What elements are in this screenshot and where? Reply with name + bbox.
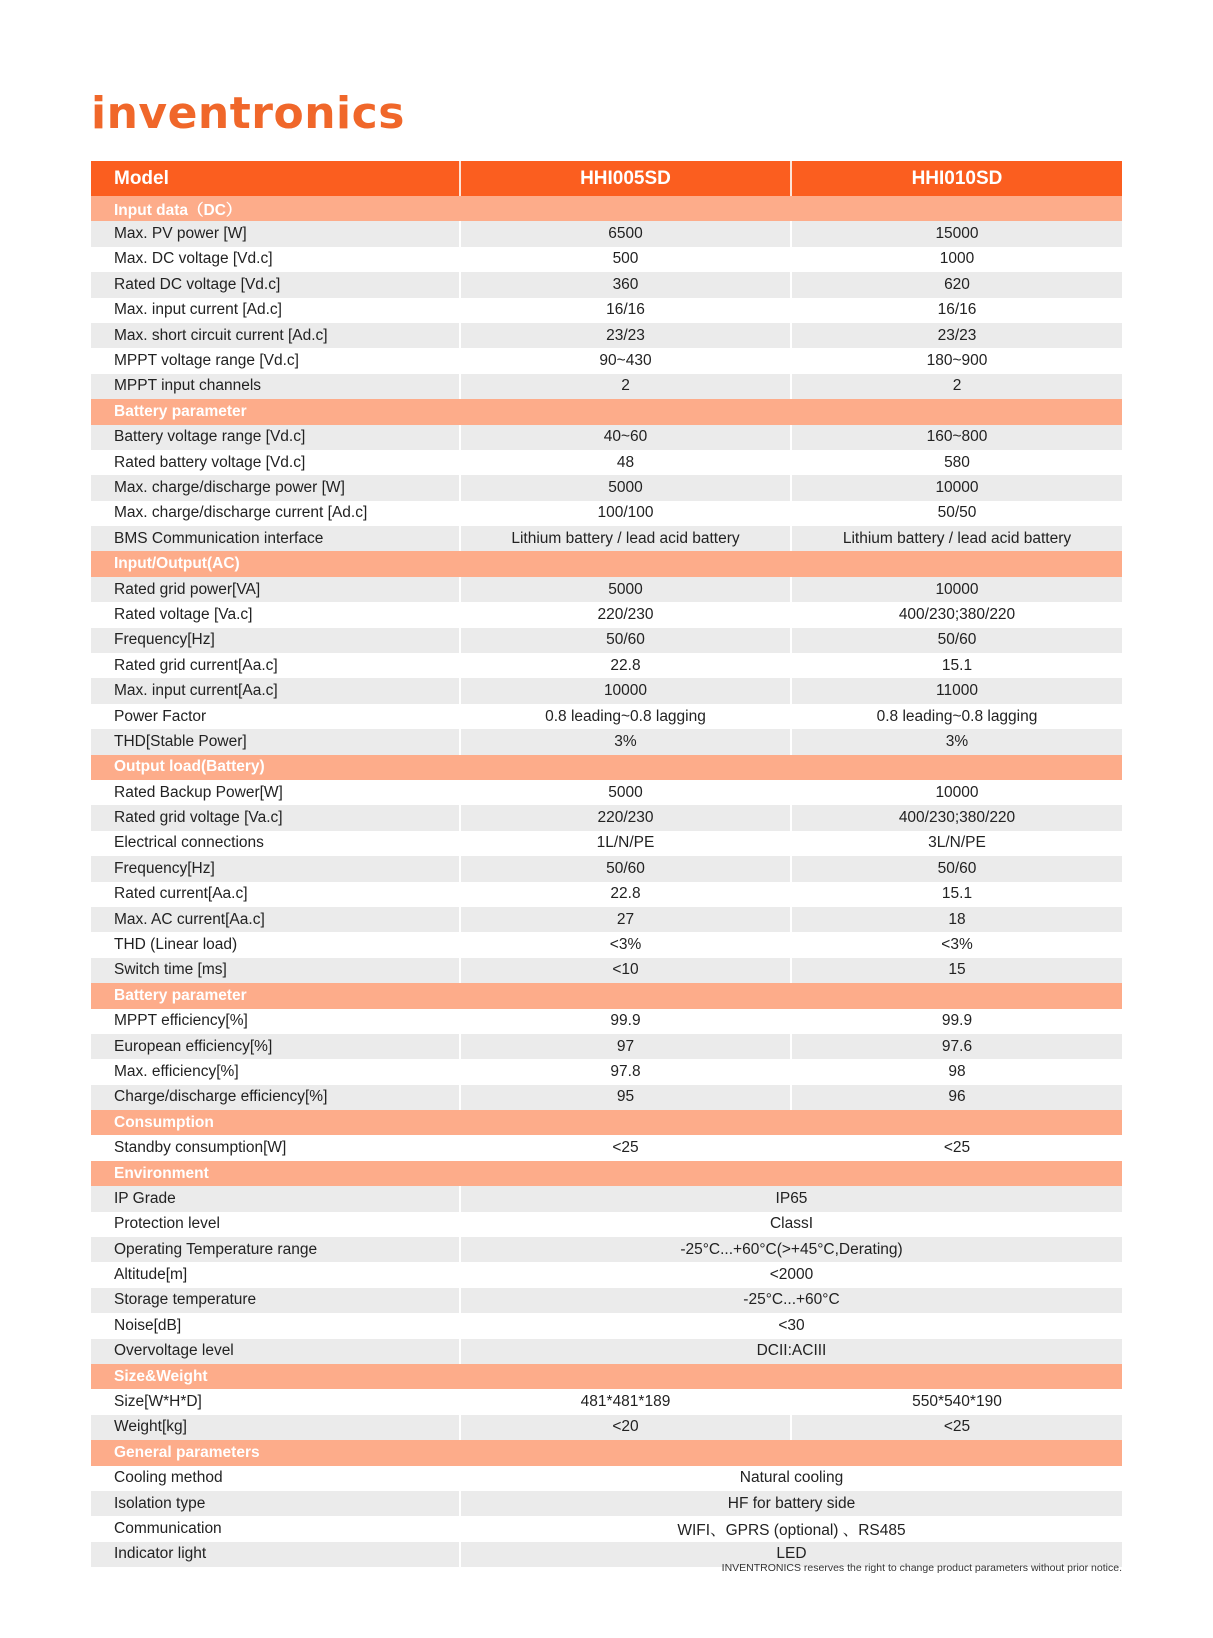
shared-value: WIFI、GPRS (optional) 、RS485 — [460, 1516, 1122, 1541]
hhi005sd-value: 6500 — [460, 221, 791, 246]
hhi010sd-value: 620 — [791, 272, 1122, 297]
hhi005sd-value: 5000 — [460, 475, 791, 500]
parameter-label: Rated voltage [Va.c] — [91, 602, 460, 627]
section-header-row — [91, 1440, 1122, 1465]
hhi010sd-value: 50/60 — [791, 628, 1122, 653]
parameter-label: Frequency[Hz] — [91, 628, 460, 653]
hhi005sd-value: 50/60 — [460, 628, 791, 653]
hhi010sd-value: 96 — [791, 1085, 1122, 1110]
table-row — [91, 958, 1122, 983]
hhi010sd-value: <25 — [791, 1135, 1122, 1160]
parameter-label: BMS Communication interface — [91, 526, 460, 551]
parameter-label: Max. input current[Aa.c] — [91, 678, 460, 703]
hhi010sd-value: 580 — [791, 450, 1122, 475]
section-title: Input data（DC） — [91, 196, 1122, 221]
inventronics-logo: inventronics — [91, 88, 405, 139]
parameter-label: Rated DC voltage [Vd.c] — [91, 272, 460, 297]
section-title: Size&Weight — [91, 1364, 1122, 1389]
parameter-label: Max. efficiency[%] — [91, 1059, 460, 1084]
table-row — [91, 526, 1122, 551]
section-header-row — [91, 551, 1122, 576]
table-row — [91, 348, 1122, 373]
table-row — [91, 1059, 1122, 1084]
hhi005sd-value: Lithium battery / lead acid battery — [460, 526, 791, 551]
hhi010sd-value: 15.1 — [791, 882, 1122, 907]
hhi005sd-value: 3% — [460, 729, 791, 754]
hhi005sd-value: 16/16 — [460, 298, 791, 323]
table-row — [91, 704, 1122, 729]
section-title: Input/Output(AC) — [91, 551, 1122, 576]
table-row — [91, 882, 1122, 907]
hhi005sd-value: 97.8 — [460, 1059, 791, 1084]
parameter-label: Power Factor — [91, 704, 460, 729]
parameter-label: Rated battery voltage [Vd.c] — [91, 450, 460, 475]
parameter-label: Rated grid current[Aa.c] — [91, 653, 460, 678]
hhi010sd-value: 18 — [791, 907, 1122, 932]
parameter-label: THD (Linear load) — [91, 932, 460, 957]
table-row — [91, 1466, 1122, 1491]
parameter-label: Max. charge/discharge current [Ad.c] — [91, 501, 460, 526]
hhi005sd-value: 100/100 — [460, 501, 791, 526]
parameter-label: Max. PV power [W] — [91, 221, 460, 246]
table-row — [91, 1415, 1122, 1440]
table-row — [91, 501, 1122, 526]
parameter-label: Battery voltage range [Vd.c] — [91, 425, 460, 450]
hhi010sd-value: 15.1 — [791, 653, 1122, 678]
model-header-label: Model — [91, 161, 460, 196]
parameter-label: Noise[dB] — [91, 1313, 460, 1338]
table-row — [91, 475, 1122, 500]
hhi005sd-value: 0.8 leading~0.8 lagging — [460, 704, 791, 729]
hhi010sd-value: 50/50 — [791, 501, 1122, 526]
hhi005sd-value: 48 — [460, 450, 791, 475]
table-row — [91, 221, 1122, 246]
table-row — [91, 1135, 1122, 1160]
hhi005sd-value: 23/23 — [460, 323, 791, 348]
table-row — [91, 1237, 1122, 1262]
parameter-label: Max. charge/discharge power [W] — [91, 475, 460, 500]
hhi005sd-value: 22.8 — [460, 653, 791, 678]
table-row — [91, 831, 1122, 856]
hhi005sd-value: 500 — [460, 247, 791, 272]
hhi010sd-value: 2 — [791, 374, 1122, 399]
table-row — [91, 450, 1122, 475]
section-title: General parameters — [91, 1440, 1122, 1465]
parameter-label: Rated Backup Power[W] — [91, 780, 460, 805]
hhi010sd-value: 400/230;380/220 — [791, 805, 1122, 830]
hhi010sd-value: 99.9 — [791, 1009, 1122, 1034]
parameter-label: MPPT efficiency[%] — [91, 1009, 460, 1034]
hhi010sd-value: 10000 — [791, 780, 1122, 805]
section-header-row — [91, 755, 1122, 780]
section-title: Output load(Battery) — [91, 755, 1122, 780]
hhi010sd-value: 98 — [791, 1059, 1122, 1084]
parameter-label: Max. short circuit current [Ad.c] — [91, 323, 460, 348]
table-row — [91, 1034, 1122, 1059]
hhi005sd-value: <20 — [460, 1415, 791, 1440]
table-row — [91, 1009, 1122, 1034]
section-header-row — [91, 1161, 1122, 1186]
disclaimer-notice: INVENTRONICS reserves the right to change product parameters without prior notice. — [721, 1562, 1122, 1574]
model-hhi005sd-header: HHI005SD — [460, 161, 791, 196]
hhi010sd-value: <3% — [791, 932, 1122, 957]
parameter-label: IP Grade — [91, 1186, 460, 1211]
shared-value: IP65 — [460, 1186, 1122, 1211]
section-header-row — [91, 1364, 1122, 1389]
hhi005sd-value: 99.9 — [460, 1009, 791, 1034]
hhi010sd-value: 23/23 — [791, 323, 1122, 348]
table-row — [91, 374, 1122, 399]
parameter-label: Size[W*H*D] — [91, 1389, 460, 1414]
hhi010sd-value: 97.6 — [791, 1034, 1122, 1059]
hhi010sd-value: 15 — [791, 958, 1122, 983]
hhi010sd-value: 10000 — [791, 577, 1122, 602]
hhi010sd-value: 3% — [791, 729, 1122, 754]
table-row — [91, 1186, 1122, 1211]
table-row — [91, 856, 1122, 881]
shared-value: <2000 — [460, 1262, 1122, 1287]
hhi005sd-value: 5000 — [460, 780, 791, 805]
hhi010sd-value: 400/230;380/220 — [791, 602, 1122, 627]
hhi005sd-value: <10 — [460, 958, 791, 983]
hhi010sd-value: 3L/N/PE — [791, 831, 1122, 856]
hhi010sd-value: 15000 — [791, 221, 1122, 246]
table-row — [91, 1516, 1122, 1541]
parameter-label: Electrical connections — [91, 831, 460, 856]
table-row — [91, 907, 1122, 932]
parameter-label: Storage temperature — [91, 1288, 460, 1313]
hhi005sd-value: 10000 — [460, 678, 791, 703]
hhi005sd-value: 90~430 — [460, 348, 791, 373]
table-row — [91, 1313, 1122, 1338]
table-row — [91, 602, 1122, 627]
section-title: Battery parameter — [91, 983, 1122, 1008]
hhi010sd-value: 10000 — [791, 475, 1122, 500]
hhi005sd-value: 360 — [460, 272, 791, 297]
table-row — [91, 323, 1122, 348]
parameter-label: MPPT input channels — [91, 374, 460, 399]
hhi005sd-value: 50/60 — [460, 856, 791, 881]
parameter-label: Cooling method — [91, 1466, 460, 1491]
hhi005sd-value: 220/230 — [460, 805, 791, 830]
shared-value: ClassI — [460, 1212, 1122, 1237]
shared-value: HF for battery side — [460, 1491, 1122, 1516]
shared-value: DCII:ACIII — [460, 1339, 1122, 1364]
table-row — [91, 1212, 1122, 1237]
parameter-label: THD[Stable Power] — [91, 729, 460, 754]
table-row — [91, 298, 1122, 323]
hhi005sd-value: 97 — [460, 1034, 791, 1059]
hhi005sd-value: 95 — [460, 1085, 791, 1110]
parameter-label: Indicator light — [91, 1542, 460, 1567]
hhi010sd-value: 16/16 — [791, 298, 1122, 323]
shared-value: <30 — [460, 1313, 1122, 1338]
parameter-label: Altitude[m] — [91, 1262, 460, 1287]
section-header-row — [91, 399, 1122, 424]
table-header-row — [91, 161, 1122, 196]
parameter-label: MPPT voltage range [Vd.c] — [91, 348, 460, 373]
hhi005sd-value: 22.8 — [460, 882, 791, 907]
table-row — [91, 272, 1122, 297]
hhi010sd-value: 1000 — [791, 247, 1122, 272]
parameter-label: Rated grid voltage [Va.c] — [91, 805, 460, 830]
parameter-label: Overvoltage level — [91, 1339, 460, 1364]
table-row — [91, 805, 1122, 830]
parameter-label: Max. DC voltage [Vd.c] — [91, 247, 460, 272]
parameter-label: Frequency[Hz] — [91, 856, 460, 881]
spec-table-body — [91, 196, 1122, 1567]
model-hhi010sd-header: HHI010SD — [791, 161, 1122, 196]
table-row — [91, 678, 1122, 703]
hhi005sd-value: 220/230 — [460, 602, 791, 627]
hhi005sd-value: <25 — [460, 1135, 791, 1160]
shared-value: -25°C...+60°C(>+45°C,Derating) — [460, 1237, 1122, 1262]
hhi005sd-value: <3% — [460, 932, 791, 957]
hhi010sd-value: 50/60 — [791, 856, 1122, 881]
hhi005sd-value: 1L/N/PE — [460, 831, 791, 856]
parameter-label: Rated grid power[VA] — [91, 577, 460, 602]
section-header-row — [91, 196, 1122, 221]
shared-value: -25°C...+60°C — [460, 1288, 1122, 1313]
table-row — [91, 729, 1122, 754]
parameter-label: Max. input current [Ad.c] — [91, 298, 460, 323]
section-header-row — [91, 983, 1122, 1008]
hhi010sd-value: 0.8 leading~0.8 lagging — [791, 704, 1122, 729]
table-row — [91, 1262, 1122, 1287]
hhi010sd-value: 550*540*190 — [791, 1389, 1122, 1414]
parameter-label: Rated current[Aa.c] — [91, 882, 460, 907]
table-row — [91, 247, 1122, 272]
section-header-row — [91, 1110, 1122, 1135]
table-row — [91, 1288, 1122, 1313]
hhi010sd-value: <25 — [791, 1415, 1122, 1440]
hhi010sd-value: 160~800 — [791, 425, 1122, 450]
section-title: Battery parameter — [91, 399, 1122, 424]
hhi005sd-value: 40~60 — [460, 425, 791, 450]
hhi005sd-value: 5000 — [460, 577, 791, 602]
section-title: Consumption — [91, 1110, 1122, 1135]
table-row — [91, 653, 1122, 678]
hhi005sd-value: 481*481*189 — [460, 1389, 791, 1414]
parameter-label: Max. AC current[Aa.c] — [91, 907, 460, 932]
table-row — [91, 1389, 1122, 1414]
parameter-label: Switch time [ms] — [91, 958, 460, 983]
parameter-label: Communication — [91, 1516, 460, 1541]
hhi010sd-value: 180~900 — [791, 348, 1122, 373]
hhi005sd-value: 27 — [460, 907, 791, 932]
table-row — [91, 1339, 1122, 1364]
section-title: Environment — [91, 1161, 1122, 1186]
table-row — [91, 628, 1122, 653]
table-row — [91, 577, 1122, 602]
table-row — [91, 1085, 1122, 1110]
spec-table — [91, 161, 1122, 1567]
parameter-label: Weight[kg] — [91, 1415, 460, 1440]
parameter-label: Charge/discharge efficiency[%] — [91, 1085, 460, 1110]
table-row — [91, 425, 1122, 450]
parameter-label: Operating Temperature range — [91, 1237, 460, 1262]
parameter-label: Standby consumption[W] — [91, 1135, 460, 1160]
shared-value: LED — [460, 1542, 1122, 1567]
hhi010sd-value: 11000 — [791, 678, 1122, 703]
hhi005sd-value: 2 — [460, 374, 791, 399]
parameter-label: Protection level — [91, 1212, 460, 1237]
hhi010sd-value: Lithium battery / lead acid battery — [791, 526, 1122, 551]
table-row — [91, 780, 1122, 805]
parameter-label: European efficiency[%] — [91, 1034, 460, 1059]
shared-value: Natural cooling — [460, 1466, 1122, 1491]
table-row — [91, 1491, 1122, 1516]
parameter-label: Isolation type — [91, 1491, 460, 1516]
table-row — [91, 932, 1122, 957]
